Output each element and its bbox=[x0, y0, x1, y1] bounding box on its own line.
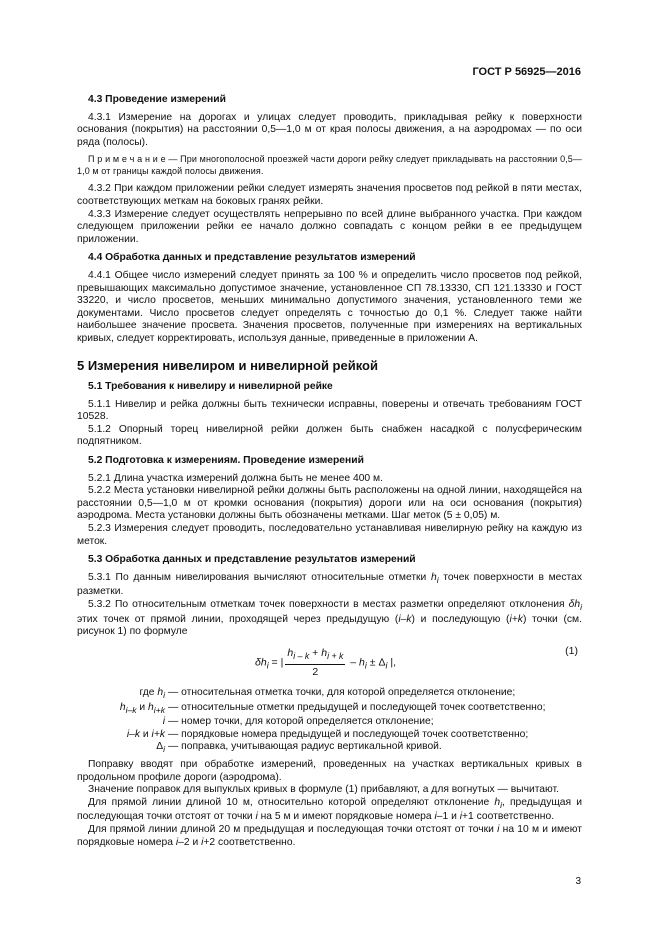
page-content bbox=[77, 88, 582, 849]
formula-1 bbox=[77, 641, 582, 685]
definition-row: i — номер точки, для которой определяется отклонение; bbox=[162, 716, 434, 728]
para-4-3-2: 4.3.2 При каждом приложении рейки следует измерять значения просветов под рейкой в пяти местах, соответствующих меткам на боковых гранях рейки. bbox=[77, 183, 582, 207]
document-header: ГОСТ Р 56925—2016 bbox=[472, 66, 581, 78]
definition-row: где $h_i$ — относительная отметка точки, для которой определяется отклонение; bbox=[139, 686, 516, 700]
para-20m-line: Для прямой линии длиной 20 м предыдущая и последующая точки отстоят от точки i на 10 м и имеют порядковые номера i–2 и i+2 соответственно. bbox=[77, 824, 582, 848]
para-4-3-1: 4.3.1 Измерение на дорогах и улицах следует проводить, прикладывая рейку к поверхности основания (покрытия) на расстоянии 0,5—1,0 м от края полосы движения, а на аэродромах — по оси ряда (полосы). bbox=[77, 111, 582, 148]
section-5-1-title: 5.1 Требования к нивелиру и нивелирной рейке bbox=[88, 381, 333, 393]
section-5-3-title: 5.3 Обработка данных и представление результатов измерений bbox=[88, 554, 416, 566]
formula-number: (1) bbox=[565, 644, 578, 657]
note-label: П р и м е ч а н и е bbox=[88, 154, 166, 165]
para-5-1-1: 5.1.1 Нивелир и рейка должны быть технически исправны, поверены и отвечать требованиям ГОСТ 10528. bbox=[77, 398, 582, 423]
definitions-list bbox=[77, 687, 582, 756]
para-5-1-2: 5.1.2 Опорный торец нивелирной рейки должен быть снабжен насадкой с полусферическим подпятником. bbox=[77, 423, 582, 448]
section-4-4-title: 4.4 Обработка данных и представление результатов измерений bbox=[88, 252, 416, 264]
para-5-2-2: 5.2.2 Места установки нивелирной рейки должны быть расположены на одной линии, находящейся на расстоянии 0,5—1,0 м от кромки основания (покрытия) дороги или на оси основания (покрытия) аэродрома. Места установки должны быть обозначены метками. Шаг меток (5 ± 0,05) м. bbox=[77, 485, 582, 522]
para-5-3-2: 5.3.2 По относительным отметкам точек поверхности в местах разметки определяют отклонения $\delta h_i$ этих точек от прямой линии, проходящей через предыдущую (i–k) и последующую (i+k) точки (см. рисунок 1) по формуле bbox=[77, 599, 582, 638]
para-5-2-3: 5.2.3 Измерения следует проводить, последовательно устанавливая нивелирную рейку на каждую из меток. bbox=[77, 523, 582, 547]
note-text: — При многополосной проезжей части дороги рейку следует прикладывать на расстоянии 0,5—1,0 м от границы каждой полосы движения. bbox=[77, 154, 583, 176]
para-10m-line: Для прямой линии длиной 10 м, относительно которой определяют отклонение $h_i$, предыдущая и последующая точки отстоят от точки i на 5 м и имеют порядковые номера i–1 и i+1 соответственно. bbox=[77, 796, 582, 823]
section-5-2-title: 5.2 Подготовка к измерениям. Проведение измерений bbox=[88, 455, 364, 467]
para-5-2-1: 5.2.1 Длина участка измерений должна быть не менее 400 м. bbox=[88, 472, 383, 484]
para-correction-1: Поправку вводят при обработке измерений, проведенных на участках вертикальных кривых в продольном профиле дороги (аэродрома). bbox=[77, 758, 582, 783]
formula-fraction: $\frac{h_{i - k} + h_{i + k}}{2}$ bbox=[287, 646, 344, 678]
para-5-3-1: 5.3.1 По данным нивелирования вычисляют относительные отметки $h_i$ точек поверхности в местах разметки. bbox=[77, 571, 582, 598]
note bbox=[77, 154, 582, 177]
para-4-3-3: 4.3.3 Измерение следует осуществлять непрерывно по всей длине выбранного участка. При каждом следующем приложении рейки ее начало должно совпадать с концом рейки в ее предыдущем приложении. bbox=[77, 208, 582, 245]
page-number: 3 bbox=[575, 876, 581, 887]
formula-body: $\delta h_i$ = | $\frac{h_{i - k} + h_{i + k}}{2}$ – $h_i \pm \Delta_i$ |, bbox=[255, 646, 396, 678]
section-4-3-title: 4.3 Проведение измерений bbox=[88, 94, 226, 105]
section-5-title: 5 Измерения нивелиром и нивелирной рейкой bbox=[77, 357, 378, 373]
para-4-4-1: 4.4.1 Общее число измерений следует принять за 100 % и определить число просветов под рейкой, превышающих максимально допустимое значение, установленное СП 78.13330, СП 121.13330 и ГОСТ 33220, и число просветов, меньших минимально допустимого значения, установленного теми же документами. Число просветов следует определять с точностью до 0,1 %. Следует также найти наибольшее значение просвета. Значения просветов, полученные при измерениях на вертикальных кривых, следует корректировать, используя данные, приведенные в приложении А. bbox=[77, 269, 582, 344]
definition-row: $\Delta_i$ — поправка, учитывающая радиус вертикальной кривой. bbox=[156, 741, 442, 755]
para-correction-2: Значение поправок для выпуклых кривых в формуле (1) прибавляют, а для вогнутых — вычитают. bbox=[88, 784, 559, 796]
definition-row: i–k и i+k — порядковые номера предыдущей и последующей точек соответственно; bbox=[126, 728, 529, 740]
definition-row: $h_{i-k}$ и $h_{i+k}$ — относительные отметки предыдущей и последующей точек соответственно; bbox=[119, 701, 546, 715]
